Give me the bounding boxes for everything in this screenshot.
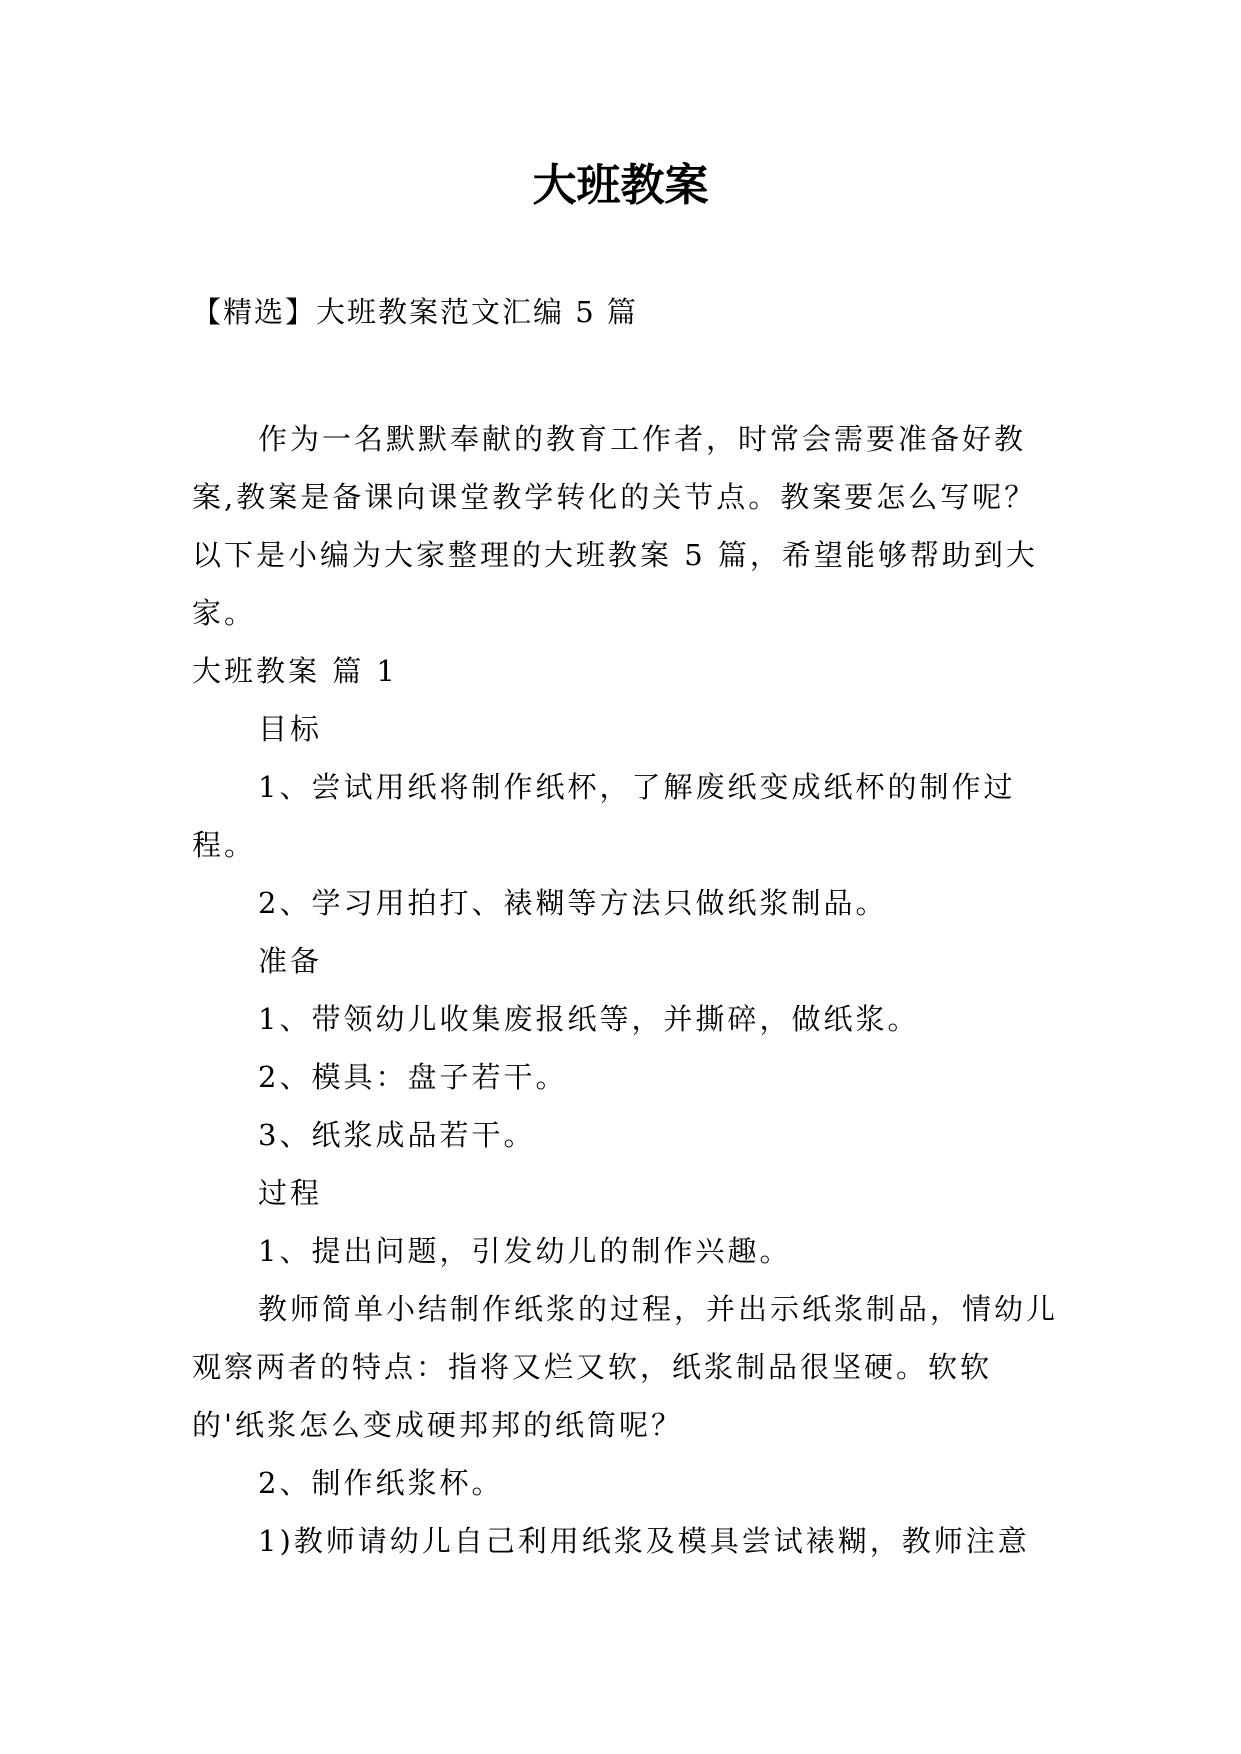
- paragraph: 1、提出问题，引发幼儿的制作兴趣。: [258, 1234, 792, 1268]
- paragraph: 教师简单小结制作纸浆的过程，并出示纸浆制品，情幼儿观察两者的特点：指将又烂又软，纸浆制品很坚硬。软软的'纸浆怎么变成硬邦邦的纸筒呢？: [192, 1292, 1059, 1442]
- paragraph: 准备: [258, 944, 323, 978]
- paragraph: 2、模具：盘子若干。: [258, 1060, 568, 1094]
- paragraph: 2、学习用拍打、裱糊等方法只做纸浆制品。: [258, 886, 888, 920]
- paragraph: 目标: [258, 712, 323, 746]
- section-heading: 大班教案 篇 1: [192, 654, 398, 688]
- paragraph: 1、尝试用纸将制作纸杯，了解废纸变成纸杯的制作过程。: [192, 770, 1016, 862]
- paragraph: 3、纸浆成品若干。: [258, 1118, 536, 1152]
- paragraph: 作为一名默默奉献的教育工作者，时常会需要准备好教案,教案是备课向课堂教学转化的关节点。教案要怎么写呢？以下是小编为大家整理的大班教案 5 篇，希望能够帮助到大家。: [192, 422, 1038, 630]
- paragraph: 1、带领幼儿收集废报纸等，并撕碎，做纸浆。: [258, 1002, 920, 1036]
- paragraph: 2、制作纸浆杯。: [258, 1466, 504, 1500]
- document-title: 大班教案: [532, 160, 709, 211]
- paragraph: 1)教师请幼儿自己利用纸浆及模具尝试裱糊，教师注意: [258, 1524, 1030, 1558]
- paragraph: 过程: [258, 1176, 323, 1210]
- document-body: [192, 410, 1058, 1570]
- document-subtitle: 【精选】大班教案范文汇编 5 篇: [192, 295, 638, 329]
